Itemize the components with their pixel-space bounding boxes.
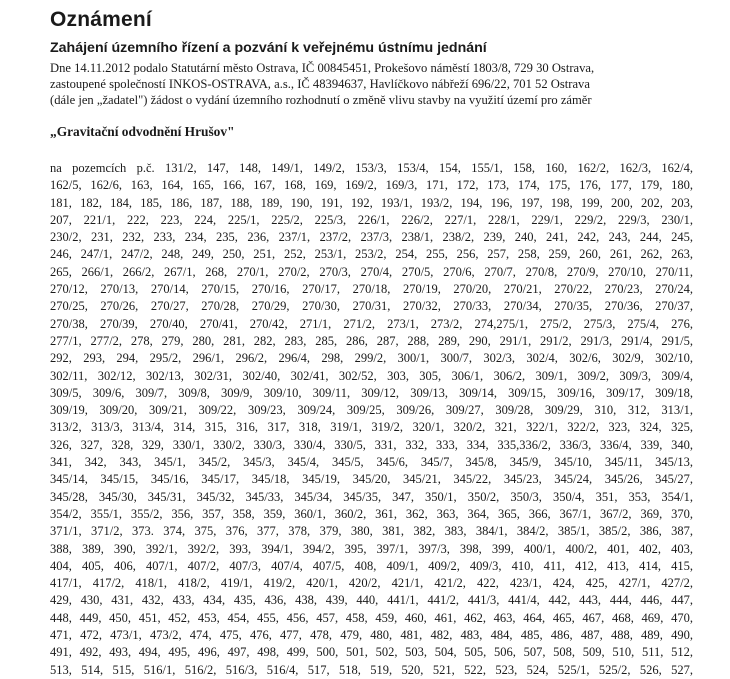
parcel-line: 404, 405, 406, 407/1, 407/2, 407/3, 407/4, 407/5, 408, 409/1, 409/2, 409/3, 410, 411, 412, 413, 414, 415,: [50, 558, 693, 573]
parcel-line: 388, 389, 390, 392/1, 392/2, 393, 394/1, 394/2, 395, 397/1, 397/3, 398, 399, 400/1, 400/2, 401, 402, 403,: [50, 541, 693, 556]
parcel-line: 181, 182, 184, 185, 186, 187, 188, 189, 190, 191, 192, 193/1, 193/2, 194, 196, 197, 198, 199, 200, 202, 203,: [50, 195, 693, 210]
parcel-line: 471, 472, 473/1, 473/2, 474, 475, 476, 477, 478, 479, 480, 481, 482, 483, 484, 485, 486, 487, 488, 489, 490,: [50, 628, 693, 643]
parcel-line: 326, 327, 328, 329, 330/1, 330/2, 330/3, 330/4, 330/5, 331, 332, 333, 334, 335,336/2, 336/3, 336/4, 339, 340,: [50, 437, 693, 452]
parcel-list: [50, 160, 693, 679]
parcel-line: 354/2, 355/1, 355/2, 356, 357, 358, 359, 360/1, 360/2, 361, 362, 363, 364, 365, 366, 367/1, 367/2, 369, 370,: [50, 506, 693, 521]
parcel-line: 277/1, 277/2, 278, 279, 280, 281, 282, 283, 285, 286, 287, 288, 289, 290, 291/1, 291/2, 291/3, 291/4, 291/5,: [50, 333, 693, 348]
parcel-line: 313/2, 313/3, 313/4, 314, 315, 316, 317, 318, 319/1, 319/2, 320/1, 320/2, 321, 322/1, 322/2, 323, 324, 325,: [50, 420, 693, 435]
notice-title: Oznámení: [50, 8, 152, 31]
intro-paragraph: [50, 60, 730, 108]
parcel-line: 345/28, 345/30, 345/31, 345/32, 345/33, 345/34, 345/35, 347, 350/1, 350/2, 350/3, 350/4, 351, 353, 354/1,: [50, 489, 693, 504]
parcel-line: 270/25, 270/26, 270/27, 270/28, 270/29, 270/30, 270/31, 270/32, 270/33, 270/34, 270/35, 270/36, 270/37,: [50, 299, 693, 314]
parcel-line: 345/14, 345/15, 345/16, 345/17, 345/18, 345/19, 345/20, 345/21, 345/22, 345/23, 345/24, 345/26, 345/27,: [50, 472, 693, 487]
parcel-line: 246, 247/1, 247/2, 248, 249, 250, 251, 252, 253/1, 253/2, 254, 255, 256, 257, 258, 259, 260, 261, 262, 263,: [50, 247, 693, 262]
intro-line: (dále jen „žadatel") žádost o vydání územního rozhodnutí o změně vlivu stavby na využití území pro záměr: [50, 93, 592, 107]
parcel-line: 265, 266/1, 266/2, 267/1, 268, 270/1, 270/2, 270/3, 270/4, 270/5, 270/6, 270/7, 270/8, 270/9, 270/10, 270/11,: [50, 264, 693, 279]
parcel-line: 270/38, 270/39, 270/40, 270/41, 270/42, 271/1, 271/2, 273/1, 273/2, 274,275/1, 275/2, 275/3, 275/4, 276,: [50, 316, 693, 331]
parcel-line: 341, 342, 343, 345/1, 345/2, 345/3, 345/4, 345/5, 345/6, 345/7, 345/8, 345/9, 345/10, 345/11, 345/13,: [50, 455, 693, 470]
parcel-line: 292, 293, 294, 295/2, 296/1, 296/2, 296/4, 298, 299/2, 300/1, 300/7, 302/3, 302/4, 302/6, 302/9, 302/10,: [50, 351, 693, 366]
parcel-line: 513, 514, 515, 516/1, 516/2, 516/3, 516/4, 517, 518, 519, 520, 521, 522, 523, 524, 525/1, 525/2, 526, 527,: [50, 662, 693, 677]
parcel-line: 270/12, 270/13, 270/14, 270/15, 270/16, 270/17, 270/18, 270/19, 270/20, 270/21, 270/22, 270/23, 270/24,: [50, 282, 693, 297]
parcel-line: 302/11, 302/12, 302/13, 302/31, 302/40, 302/41, 302/52, 303, 305, 306/1, 306/2, 309/1, 309/2, 309/3, 309/4,: [50, 368, 693, 383]
parcel-line: 162/5, 162/6, 163, 164, 165, 166, 167, 168, 169, 169/2, 169/3, 171, 172, 173, 174, 175, 176, 177, 179, 180,: [50, 178, 693, 193]
parcel-line: 309/19, 309/20, 309/21, 309/22, 309/23, 309/24, 309/25, 309/26, 309/27, 309/28, 309/29, 310, 312, 313/1,: [50, 403, 693, 418]
intro-line: Dne 14.11.2012 podalo Statutární město Ostrava, IČ 00845451, Prokešovo náměstí 1803/8, 729 30 Ostrava,: [50, 61, 595, 75]
notice-subtitle: Zahájení územního řízení a pozvání k veřejnému ústnímu jednání: [50, 40, 487, 56]
parcel-line: na pozemcích p.č. 131/2, 147, 148, 149/1, 149/2, 153/3, 153/4, 154, 155/1, 158, 160, 162/2, 162/3, 162/4,: [50, 161, 693, 175]
parcel-line: 491, 492, 493, 494, 495, 496, 497, 498, 499, 500, 501, 502, 503, 504, 505, 506, 507, 508, 509, 510, 511, 512,: [50, 645, 693, 660]
parcel-line: 429, 430, 431, 432, 433, 434, 435, 436, 438, 439, 440, 441/1, 441/2, 441/3, 441/4, 442, 443, 444, 446, 447,: [50, 593, 693, 608]
intro-line: zastoupené společností INKOS-OSTRAVA, a.s., IČ 48394637, Havlíčkovo nábřeží 696/22, 701 52 Ostrava: [50, 77, 590, 91]
parcel-line: 371/1, 371/2, 373. 374, 375, 376, 377, 378, 379, 380, 381, 382, 383, 384/1, 384/2, 385/1, 385/2, 386, 387,: [50, 524, 693, 539]
parcel-line: 230/2, 231, 232, 233, 234, 235, 236, 237/1, 237/2, 237/3, 238/1, 238/2, 239, 240, 241, 242, 243, 244, 245,: [50, 230, 693, 245]
parcel-line: 448, 449, 450, 451, 452, 453, 454, 455, 456, 457, 458, 459, 460, 461, 462, 463, 464, 465, 467, 468, 469, 470,: [50, 610, 693, 625]
parcel-line: 207, 221/1, 222, 223, 224, 225/1, 225/2, 225/3, 226/1, 226/2, 227/1, 228/1, 229/1, 229/2, 229/3, 230/1,: [50, 212, 693, 227]
parcel-line: 417/1, 417/2, 418/1, 418/2, 419/1, 419/2, 420/1, 420/2, 421/1, 421/2, 422, 423/1, 424, 425, 427/1, 427/2,: [50, 576, 693, 591]
parcel-line: 309/5, 309/6, 309/7, 309/8, 309/9, 309/10, 309/11, 309/12, 309/13, 309/14, 309/15, 309/16, 309/17, 309/18,: [50, 385, 693, 400]
project-name: „Gravitační odvodnění Hrušov": [50, 124, 235, 139]
